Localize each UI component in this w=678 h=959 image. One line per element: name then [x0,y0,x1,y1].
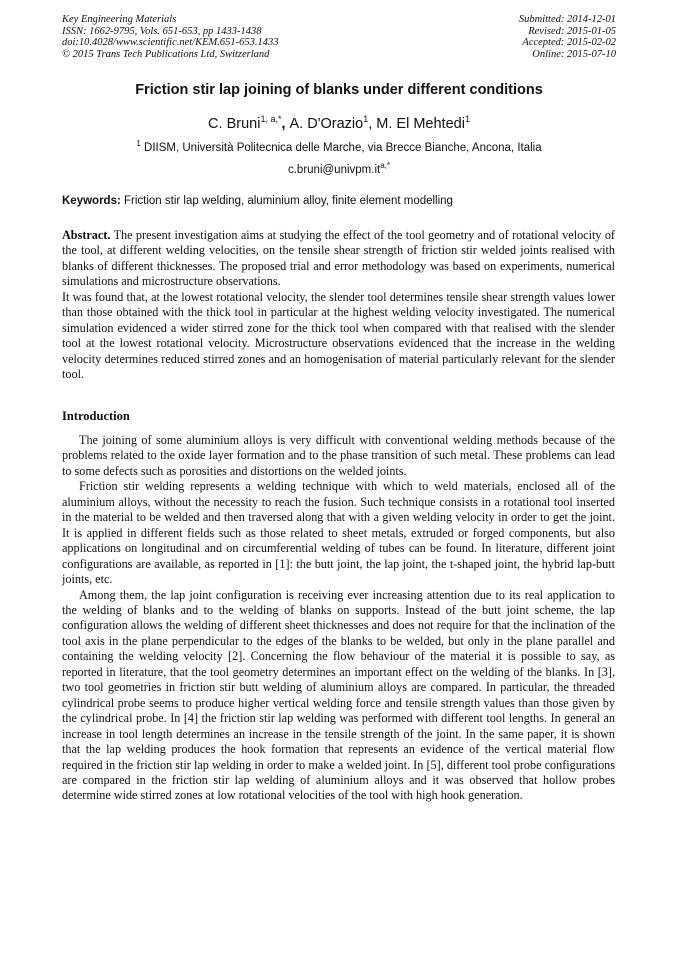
journal-doi: doi:10.4028/www.scientific.net/KEM.651-653.1433 [62,37,279,48]
author-name: M. El Mehtedi [376,115,465,132]
author-name: A. D'Orazio [289,115,364,132]
keywords-text: Friction stir lap welding, aluminium alloy, finite element modelling [124,195,453,207]
author-list: C. Bruni$^{1, a,*}$, A. D'Orazio$^1$, M. El Mehtedi$^1$ [208,114,470,132]
author-name: C. Bruni [208,115,261,132]
submission-dates [519,14,616,60]
journal-copyright: © 2015 Trans Tech Publications Ltd, Switzerland [62,48,270,60]
abstract-label: Abstract. [62,228,111,242]
affiliation-mark: 1 [136,139,141,148]
paper-title: Friction stir lap joining of blanks under different conditions [135,82,543,98]
date-submitted: Submitted: 2014-12-01 [518,14,616,25]
email-link[interactable]: c.bruni@univpm.it [287,163,381,176]
body-paragraph: Among them, the lap joint configuration is receiving ever increasing attention due to its real application to the welding of blanks and to the welding of blanks on supports. Instead of the butt joint scheme, the lap configuration allows the welding of different sheet thicknesses and does not require for that the inclination of the tool axis in the plane perpendicular to the edges of the blanks to be welded, but only in the plane parallel and containing the welding velocity [2]. Concerning the flow behaviour of the material it is possible to say, as reported in literature, that the tool geometry determines an important effect on the welding of the blanks. In [3], two tool geometries in friction stir butt welding of aluminium alloys are compared. In particular, the threaded cylindrical probe seems to produce higher vertical welding force and tensile strength values than those given by the cylindrical probe. In [4] the friction stir lap welding was performed with different tool lengths. In general an increase in tool length determines an increase in the tensile strength of the joint. In the same paper, it is shown that the lap welding produces the hook formation that represents an evidence of the vertical material flow required in the friction stir lap welding in order to make a welded joint. In [5], different tool probe configurations are compared in the friction stir lap welding of aluminium alloys and it was observed that hollow probes determine wide stirred zones at low rotational velocities of the tool with high hook generation. [62,587,615,803]
affiliation [0,139,678,154]
date-revised: Revised: 2015-01-05 [528,25,616,37]
section-heading-introduction: Introduction [62,409,130,423]
affiliation-text: DIISM, Università Politecnica delle Marche, via Brecce Bianche, Ancona, Italia [144,141,542,154]
author-affiliation-mark: 1, a,* [260,114,282,124]
journal-name: Key Engineering Materials [62,14,177,25]
contact-email [0,161,678,176]
author-affiliation-mark: 1 [464,114,470,124]
date-accepted: Accepted: 2015-02-02 [522,37,616,48]
body-paragraph: Friction stir welding represents a welding technique with which to weld materials, enclosed all of the aluminium alloys, without the necessity to reach the fusion. Such technique consists in a rotational tool inserted in the material to be welded and then traversed along that with a given welding velocity in order to get the joint. It is applied in different fields such as those related to sheet metals, extruded or forged components, but also applications on longitudinal and on circumferential welding of tubes can be found. In literature, different joint configurations are available, as reported in [1]: the butt joint, the lap joint, the t-shaped joint, the hybrid lap-butt joints, etc. [62,479,615,587]
keywords [62,195,616,207]
body-paragraph: The joining of some aluminium alloys is very difficult with conventional welding methods because of the problems related to the oxide layer formation and to the phase transition of such metal. These problems can lead to some defects such as porosities and distortions on the welded joints. [62,433,615,478]
journal-issn: ISSN: 1662-9795, Vols. 651-653, pp 1433-1438 [62,25,262,37]
journal-info [62,14,279,60]
author-affiliation-mark: 1 [363,114,369,124]
abstract [62,228,615,383]
abstract-text: The present investigation aims at studying the effect of the tool geometry and of rotational velocity of the tool, at different welding velocities, on the tensile shear strength of friction stir welded joints realised with blanks of different thicknesses. The proposed trial and error methodology was based on experiments, numerical simulations and microstructure observations. [62,228,615,289]
abstract-paragraph: It was found that, at the lowest rotational velocity, the slender tool determines tensile shear strength values lower than those obtained with the thick tool in particular at the highest welding velocity investigated. The numerical simulation evidenced a wider stirred zone for the thick tool when compared with that realised with the slender tool at the lowest rotational velocity. Microstructure observations evidenced that the increase in the welding velocity determines reduced stirred zones and an homogenisation of material particularly relevant for the slender tool. [62,289,615,382]
date-online: Online: 2015-07-10 [532,48,616,60]
introduction-body [62,433,615,804]
abstract-paragraph [62,228,615,290]
keywords-label: Keywords: [62,195,121,207]
email-mark: a,* [380,161,390,170]
